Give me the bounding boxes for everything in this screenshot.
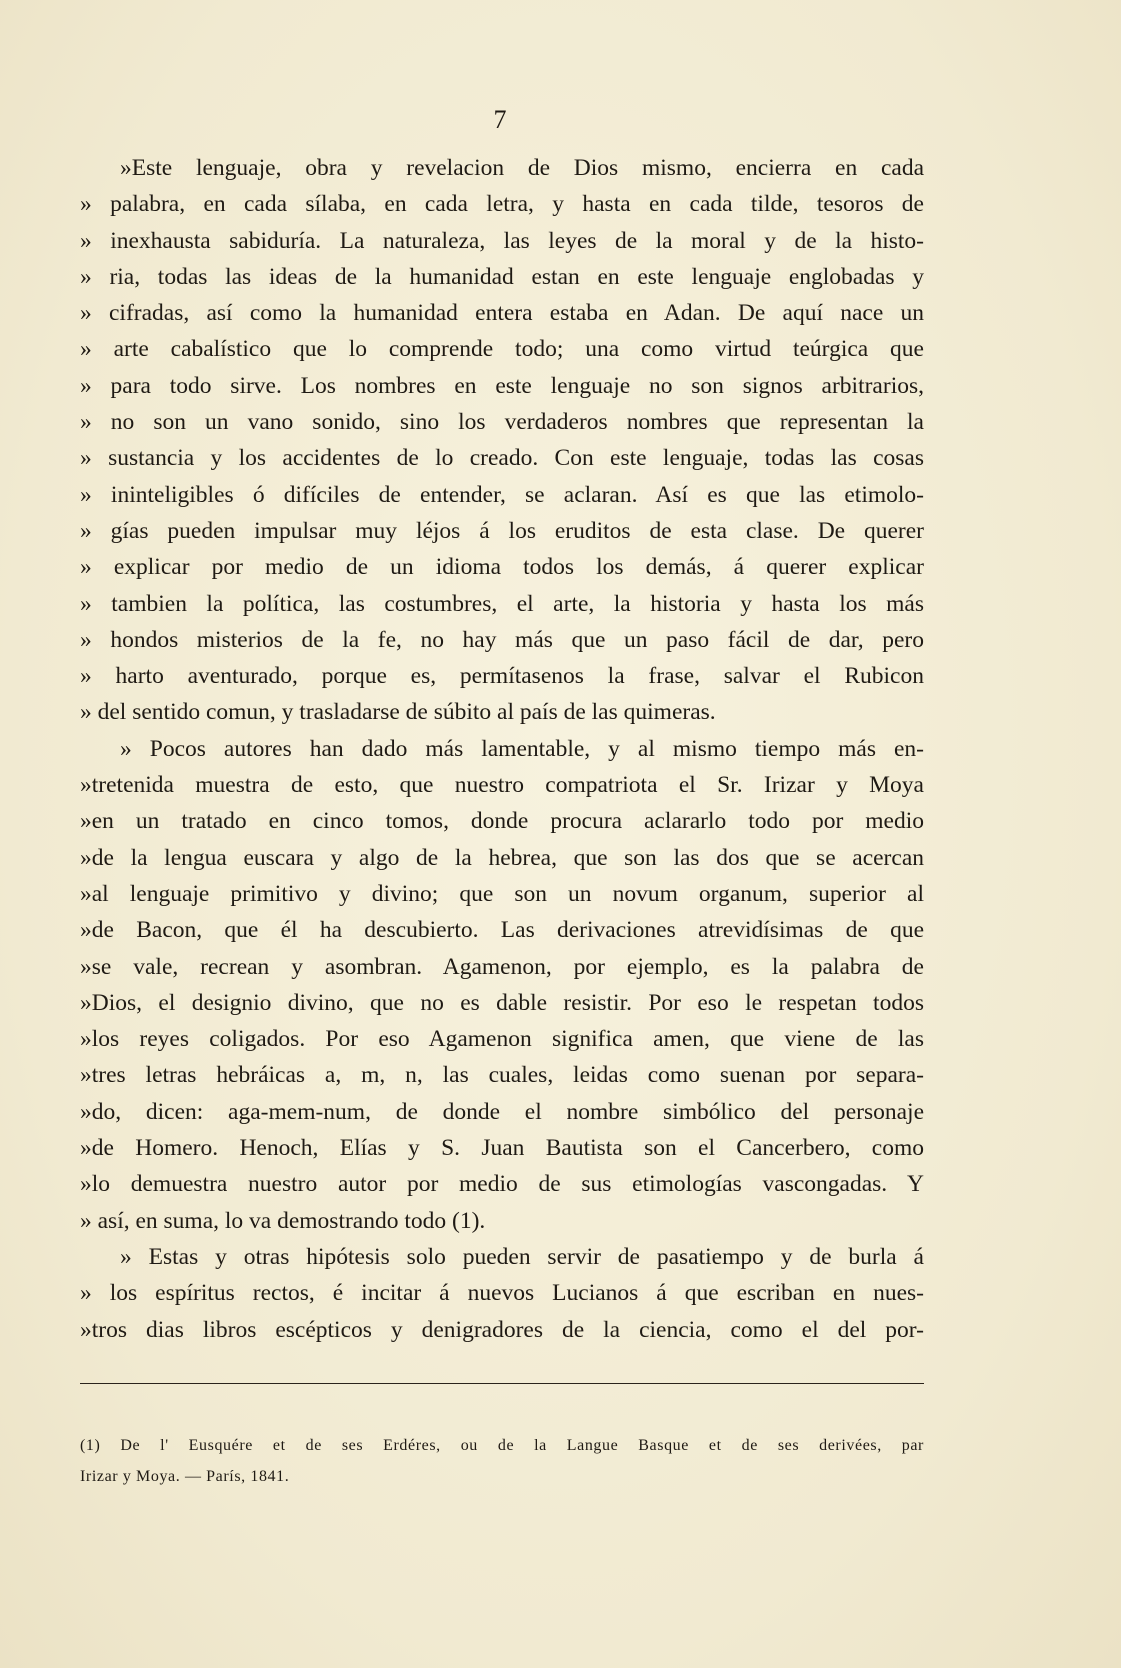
text-line: » harto aventurado, porque es, permítasenos la frase, salvar el Rubicon xyxy=(80,663,924,690)
text-line: » sustancia y los accidentes de lo creado. Con este lenguaje, todas las cosas xyxy=(80,445,924,472)
text-line: » palabra, en cada sílaba, en cada letra, y hasta en cada tilde, tesoros de xyxy=(80,191,924,218)
text-line: »se vale, recrean y asombran. Agamenon, por ejemplo, es la palabra de xyxy=(80,953,924,980)
footnote-line: Irizar y Moya. — París, 1841. xyxy=(80,1468,290,1485)
text-line: » tambien la política, las costumbres, el arte, la historia y hasta los más xyxy=(80,590,924,617)
text-line: » no son un vano sonido, sino los verdaderos nombres que representan la xyxy=(80,409,924,436)
text-line: »los reyes coligados. Por eso Agamenon significa amen, que viene de las xyxy=(80,1026,924,1053)
footnote-line: (1) De l' Eusquére et de ses Erdéres, ou de la Langue Basque et de ses derivées, par xyxy=(80,1437,924,1454)
footnote-divider xyxy=(80,1383,924,1384)
text-line: »al lenguaje primitivo y divino; que son un novum organum, superior al xyxy=(80,880,924,907)
text-line: »tros dias libros escépticos y denigradores de la ciencia, como el del por- xyxy=(80,1316,924,1343)
text-line: » explicar por medio de un idioma todos los demás, á querer explicar xyxy=(80,554,924,581)
text-line: » Estas y otras hipótesis solo pueden servir de pasatiempo y de burla á xyxy=(120,1243,924,1270)
text-line: » hondos misterios de la fe, no hay más que un paso fácil de dar, pero xyxy=(80,626,924,653)
text-line: »tretenida muestra de esto, que nuestro compatriota el Sr. Irizar y Moya xyxy=(80,772,924,799)
text-line: » cifradas, así como la humanidad entera estaba en Adan. De aquí nace un xyxy=(80,300,924,327)
text-line: » arte cabalístico que lo comprende todo; una como virtud teúrgica que xyxy=(80,336,924,363)
text-line: » ininteligibles ó difíciles de entender, se aclaran. Así es que las etimolo- xyxy=(80,481,924,508)
text-line: » inexhausta sabiduría. La naturaleza, las leyes de la moral y de la histo- xyxy=(80,227,924,254)
footnote xyxy=(80,1430,924,1492)
text-line: »do, dicen: aga-mem-num, de donde el nombre simbólico del personaje xyxy=(80,1098,924,1125)
text-line: »Dios, el designio divino, que no es dable resistir. Por eso le respetan todos xyxy=(80,989,924,1016)
text-line: »lo demuestra nuestro autor por medio de sus etimologías vascongadas. Y xyxy=(80,1171,924,1198)
text-line: »Este lenguaje, obra y revelacion de Dios mismo, encierra en cada xyxy=(120,155,924,181)
text-line: »tres letras hebráicas a, m, n, las cuales, leidas como suenan por separa- xyxy=(80,1062,924,1089)
text-line: »de la lengua euscara y algo de la hebrea, que son las dos que se acercan xyxy=(80,844,924,871)
text-line: » ria, todas las ideas de la humanidad estan en este lenguaje englobadas y xyxy=(80,263,924,290)
text-line: »de Bacon, que él ha descubierto. Las derivaciones atrevidísimas de que xyxy=(80,917,924,944)
text-line: » gías pueden impulsar muy léjos á los eruditos de esta clase. De querer xyxy=(80,517,924,544)
text-line: »en un tratado en cinco tomos, donde procura aclararlo todo por medio xyxy=(80,808,924,835)
body-text xyxy=(80,150,924,1348)
page-number: 7 xyxy=(493,105,507,134)
text-line: » para todo sirve. Los nombres en este lenguaje no son signos arbitrarios, xyxy=(80,372,924,399)
text-line: » los espíritus rectos, é incitar á nuevos Lucianos á que escriban en nues- xyxy=(80,1280,924,1307)
text-line: »de Homero. Henoch, Elías y S. Juan Bautista son el Cancerbero, como xyxy=(80,1135,924,1162)
text-line: » así, en suma, lo va demostrando todo (1). xyxy=(80,1207,486,1234)
text-line: » del sentido comun, y trasladarse de súbito al país de las quimeras. xyxy=(80,699,716,726)
text-line: » Pocos autores han dado más lamentable, y al mismo tiempo más en- xyxy=(120,735,924,762)
